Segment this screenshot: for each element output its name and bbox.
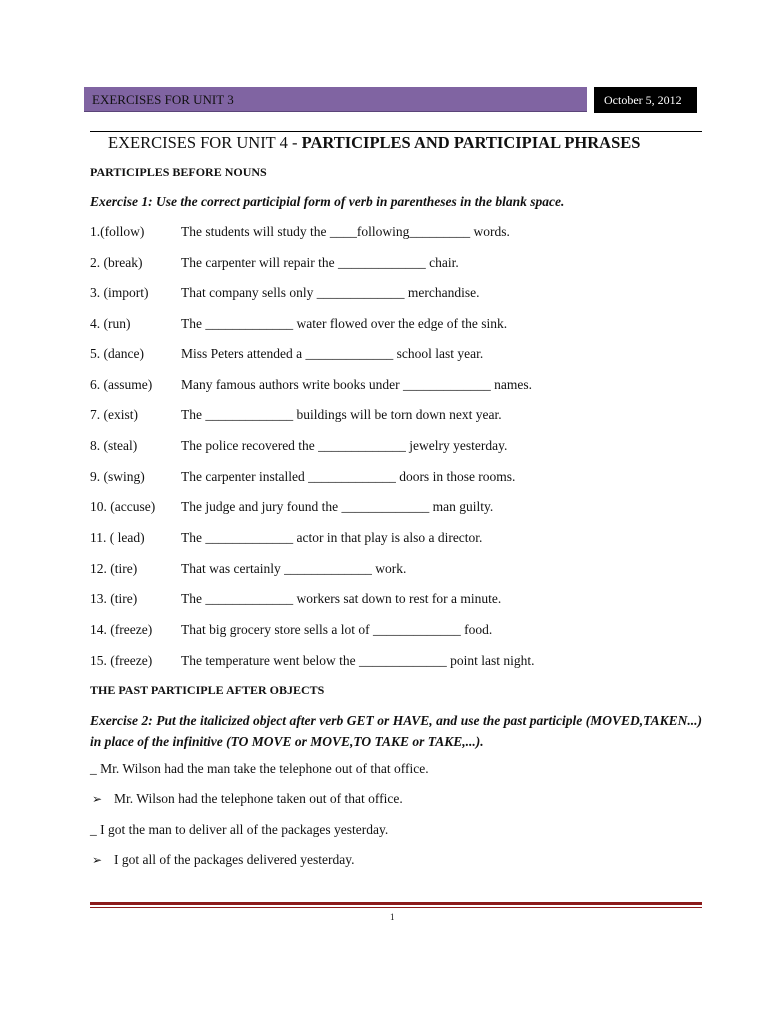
exercise-item-cue: 4. (run) xyxy=(90,316,131,331)
header-date-box xyxy=(594,87,697,113)
exercise-2-answer-text: Mr. Wilson had the telephone taken out of that office. xyxy=(114,791,403,806)
page-number: 1 xyxy=(390,912,395,922)
arrow-bullet-icon: ➢ xyxy=(92,853,103,867)
exercise-item-cue: 14. (freeze) xyxy=(90,622,153,637)
header-title: EXERCISES FOR UNIT 3 xyxy=(92,92,234,107)
exercise-item-sentence: Miss Peters attended a _____________ school last year. xyxy=(181,346,484,361)
title-rule xyxy=(90,131,702,132)
exercise-2-instruction: Exercise 2: Put the italicized object after verb GET or HAVE, and use the past participle (MOVED,TAKEN...) in place of the infinitive (TO MOVE or MOVE,TO TAKE or TAKE,...). xyxy=(90,713,702,749)
exercise-item-sentence: That company sells only _____________ merchandise. xyxy=(181,285,480,300)
arrow-bullet-icon: ➢ xyxy=(92,792,103,806)
exercise-item-cue: 10. (accuse) xyxy=(90,499,156,514)
exercise-item-cue: 15. (freeze) xyxy=(90,653,153,668)
footer-rule-thin xyxy=(90,907,702,908)
exercise-item-cue: 2. (break) xyxy=(90,255,143,270)
exercise-2-example: _ I got the man to deliver all of the packages yesterday. xyxy=(90,822,389,837)
exercise-item-sentence: Many famous authors write books under _____________ names. xyxy=(181,377,532,392)
exercise-item-sentence: The _____________ workers sat down to rest for a minute. xyxy=(181,591,502,606)
exercise-item-cue: 8. (steal) xyxy=(90,438,138,453)
exercise-item-cue: 3. (import) xyxy=(90,285,149,300)
exercise-item-cue: 13. (tire) xyxy=(90,591,138,606)
section-heading-past-participle: THE PAST PARTICIPLE AFTER OBJECTS xyxy=(90,683,325,697)
exercise-item-cue: 9. (swing) xyxy=(90,469,145,484)
exercise-item-sentence: The _____________ buildings will be torn down next year. xyxy=(181,407,502,422)
exercise-item-sentence: The temperature went below the _____________ point last night. xyxy=(181,653,535,668)
page-title-plain: EXERCISES FOR UNIT 4 - xyxy=(108,133,302,152)
exercise-item-sentence: The carpenter will repair the _____________ chair. xyxy=(181,255,459,270)
exercise-2-example: _ Mr. Wilson had the man take the telephone out of that office. xyxy=(90,761,429,776)
exercise-item-sentence: That big grocery store sells a lot of _____________ food. xyxy=(181,622,493,637)
exercise-item-sentence: The judge and jury found the _____________ man guilty. xyxy=(181,499,494,514)
exercise-item-sentence: The students will study the ____following_________ words. xyxy=(181,224,510,239)
footer-rule xyxy=(90,902,702,905)
exercise-item-cue: 11. ( lead) xyxy=(90,530,145,545)
exercise-item-cue: 7. (exist) xyxy=(90,407,138,422)
header-bar xyxy=(84,87,587,112)
exercise-item-sentence: The _____________ actor in that play is also a director. xyxy=(181,530,483,545)
exercise-item-cue: 12. (tire) xyxy=(90,561,138,576)
header-date: October 5, 2012 xyxy=(604,93,682,107)
page-title xyxy=(108,133,640,153)
exercise-item-cue: 6. (assume) xyxy=(90,377,153,392)
exercise-item-sentence: That was certainly _____________ work. xyxy=(181,561,407,576)
exercise-item-sentence: The _____________ water flowed over the edge of the sink. xyxy=(181,316,508,331)
exercise-item-sentence: The carpenter installed _____________ doors in those rooms. xyxy=(181,469,516,484)
exercise-2-answer-text: I got all of the packages delivered yesterday. xyxy=(114,852,355,867)
exercise-1-instruction: Exercise 1: Use the correct participial form of verb in parentheses in the blank space. xyxy=(90,194,565,209)
exercise-2-answer xyxy=(92,852,355,868)
page-title-bold: PARTICIPLES AND PARTICIPIAL PHRASES xyxy=(301,133,641,152)
section-heading-participles-before-nouns: PARTICIPLES BEFORE NOUNS xyxy=(90,165,267,179)
exercise-item-cue: 1.(follow) xyxy=(90,224,145,239)
exercise-item-sentence: The police recovered the _____________ jewelry yesterday. xyxy=(181,438,508,453)
exercise-item-cue: 5. (dance) xyxy=(90,346,144,361)
exercise-2-answer xyxy=(92,791,403,807)
